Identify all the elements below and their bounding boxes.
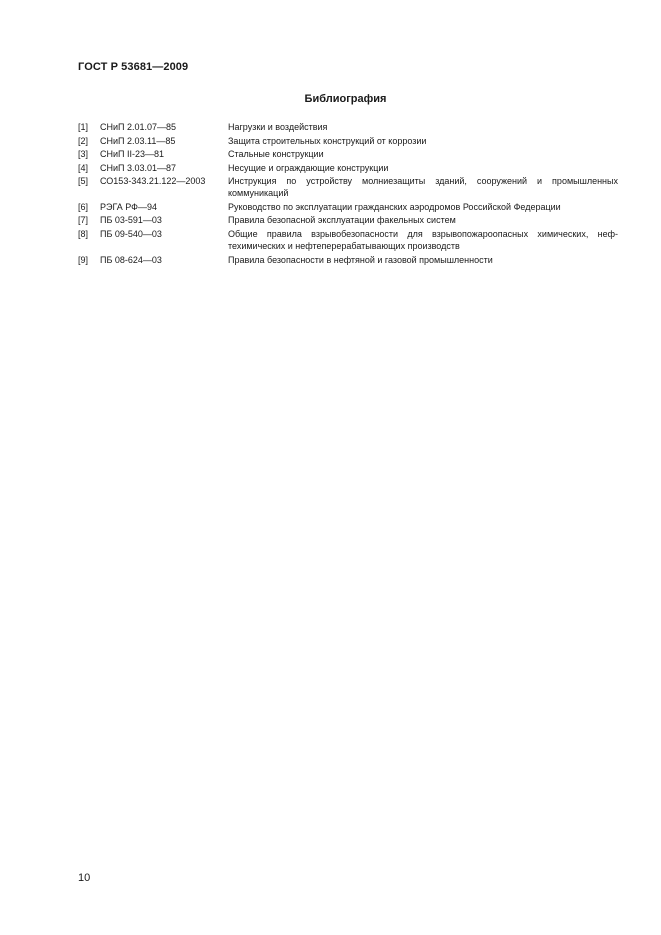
page-number: 10: [78, 872, 91, 884]
bibliography-entry: [78, 254, 618, 266]
bibliography-entry: [78, 162, 618, 174]
bibliography-entry: [78, 175, 618, 200]
entry-code: СНиП 2.01.07—85: [100, 122, 177, 132]
entry-number: [6]: [78, 201, 89, 212]
entry-code: СО153-343.21.122—2003: [100, 176, 206, 186]
entry-number: [2]: [78, 135, 89, 146]
bibliography-entry: [78, 201, 618, 213]
entry-title: Нагрузки и воздействия: [228, 122, 328, 132]
entry-code: ПБ 09-540—03: [100, 228, 162, 239]
bibliography-list: [78, 121, 618, 267]
bibliography-entry: [78, 228, 618, 253]
standard-designation: ГОСТ Р 53681—2009: [78, 61, 189, 73]
entry-code: СНиП II-23—81: [100, 149, 165, 159]
entry-title: Защита строительных конструкций от коррозии: [228, 135, 427, 146]
entry-code: СНиП 2.03.11—85: [100, 135, 176, 146]
entry-code: РЭГА РФ—94: [100, 201, 158, 212]
entry-code: СНиП 3.03.01—87: [100, 162, 177, 173]
entry-number: [7]: [78, 215, 89, 226]
entry-title: Правила безопасности в нефтяной и газовой промышленности: [228, 254, 493, 265]
entry-code: ПБ 08-624—03: [100, 254, 162, 265]
entry-number: [9]: [78, 254, 89, 265]
entry-number: [5]: [78, 176, 89, 186]
entry-title: Стальные конструкции: [228, 149, 324, 159]
section-title: Библиография: [304, 93, 387, 105]
entry-number: [8]: [78, 228, 89, 239]
entry-title: Несущие и ограждающие конструкции: [228, 162, 389, 173]
entry-code: ПБ 03-591—03: [100, 215, 162, 226]
entry-title: Правила безопасной эксплуатации факельных систем: [228, 215, 456, 226]
entry-number: [1]: [78, 122, 89, 132]
entry-title: Руководство по эксплуатации гражданских аэродромов Российской Федерации: [228, 201, 561, 212]
entry-number: [4]: [78, 162, 89, 173]
bibliography-entry: [78, 148, 618, 160]
bibliography-entry: [78, 214, 618, 226]
entry-number: [3]: [78, 149, 89, 159]
entry-title: Общие правила взрывобезопасности для взрывопожароопасных химических, неф-техимических и нефтеперерабатывающих производств: [228, 228, 618, 252]
bibliography-entry: [78, 135, 618, 147]
bibliography-entry: [78, 121, 618, 133]
entry-title: Инструкция по устройству молниезащиты зданий, сооружений и промышленных коммуникаций: [228, 176, 618, 199]
